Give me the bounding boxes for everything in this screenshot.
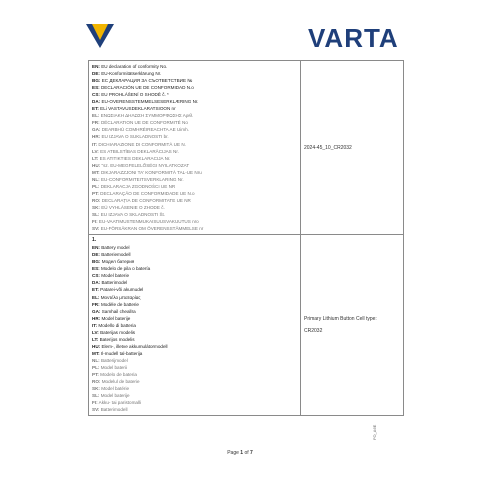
language-text: EÚ VYHLÁSENIE O ZHODE č. (101, 204, 165, 210)
language-text: Patarei-või akumudel (100, 287, 144, 293)
language-code: FI: (92, 400, 98, 406)
language-text: ЕС ДЕКЛАРАЦИЯ ЗА СЪОТВЕТСТВИЕ № (101, 78, 193, 84)
language-code: FR: (92, 120, 100, 126)
language-code: SV: (92, 226, 100, 232)
language-line (92, 272, 297, 279)
language-text: Batterimodel (101, 280, 128, 286)
battery-model-code: CR2032 (304, 328, 323, 335)
language-line (92, 392, 297, 399)
language-line (92, 183, 297, 190)
language-text: "sz. EU-MEGFELELŐSÉGI NYILATKOZAT (101, 162, 190, 168)
language-line (92, 119, 297, 126)
language-text: DECLARAÇÃO DE CONFORMIDADE UE N.o (100, 190, 195, 196)
language-line (92, 329, 297, 336)
language-line (92, 112, 297, 119)
language-text: ES ATITIKTIES DEKLARACIJA Nr. (99, 155, 171, 161)
language-line (92, 336, 297, 343)
language-text: Modello di batteria (98, 322, 136, 328)
language-line (92, 279, 297, 286)
language-text: EU IZJAVA O SUKLADNOSTI br. (101, 134, 169, 140)
language-code: ES: (92, 266, 100, 272)
language-text: DECLARACIÓN UE DE CONFORMIDAD N.o (100, 85, 194, 91)
language-text: Il-mudell tal-batterija (100, 350, 143, 356)
language-text: Model baterie (101, 273, 130, 279)
language-line (92, 378, 297, 385)
language-line (92, 286, 297, 293)
language-code: NL: (92, 357, 100, 363)
language-line (92, 244, 297, 251)
language-line (92, 197, 297, 204)
language-line (92, 308, 297, 315)
language-code: ET: (92, 106, 99, 112)
language-line (92, 371, 297, 378)
language-code: SL: (92, 393, 100, 399)
page-sep: of (243, 450, 251, 456)
language-code: HR: (92, 315, 101, 321)
language-code: PT: (92, 190, 99, 196)
battery-type: Primary Lithium Button Cell type: (304, 316, 377, 323)
language-text: Modelo de bateria (100, 372, 137, 378)
language-text: Model baterii (100, 364, 127, 370)
language-line (92, 211, 297, 218)
language-line (92, 84, 297, 91)
page-prefix: Page (227, 450, 241, 456)
language-text: Batterimodell (100, 407, 128, 413)
language-code: DA: (92, 280, 101, 286)
language-line (92, 126, 297, 133)
language-code: MT: (92, 169, 100, 175)
language-code: LT: (92, 155, 99, 161)
table-row (89, 61, 404, 235)
language-line (92, 251, 297, 258)
language-line (92, 343, 297, 350)
language-code: LV: (92, 148, 99, 154)
language-code: DE: (92, 71, 100, 77)
language-text: Baterijos modelis (99, 336, 135, 342)
language-line (92, 357, 297, 364)
declaration-number: 2024-45_10_CR2032 (304, 144, 352, 151)
language-code: FR: (92, 301, 100, 307)
language-text: ΕΝΩΣΙΑΚΗ ΔΗΛΩΣΗ ΣΥΜΜΟΡΦΩΣΗΣ Αριθ. (100, 113, 194, 119)
language-code: NL: (92, 176, 100, 182)
language-text: DECLARAȚIA DE CONFORMITATE UE NR (101, 197, 191, 203)
item-number: 1. (92, 237, 97, 244)
language-line (92, 63, 297, 70)
language-code: MT: (92, 350, 100, 356)
language-code: EL: (92, 113, 100, 119)
language-line (92, 141, 297, 148)
language-text: EU declaration of conformity No. (101, 64, 168, 69)
language-text: DIKJARAZZJONI TA' KONFORMITÀ TAL-UE Nru (100, 169, 202, 175)
language-code: CS: (92, 92, 100, 98)
language-text: Akku- tai paristomalli (98, 400, 142, 406)
language-code: HU: (92, 343, 101, 349)
language-line (92, 105, 297, 112)
language-code: GA: (92, 127, 101, 133)
language-line (92, 399, 297, 406)
language-code: SV: (92, 407, 100, 413)
page-footer (0, 450, 480, 456)
language-text: Μοντέλο μπαταρίας (100, 294, 141, 300)
language-text: Elem-, illetve akkumulátormodell (101, 343, 168, 349)
brand-wordmark: VARTA (308, 23, 399, 53)
language-text: Modèle de batterie (100, 301, 139, 307)
language-text: Batteriemodell (101, 252, 131, 258)
language-text: EU PROHLÁŠENÍ O SHODĚ č. * (101, 92, 169, 98)
language-code: LT: (92, 336, 99, 342)
language-text: EU-Konformitätserklärung Nr. (101, 71, 162, 77)
battery-model-value-cell (301, 235, 404, 416)
language-text: DEARBHÚ COMHRÉIREACHTA AE Uimh. (101, 127, 189, 133)
language-line (92, 218, 297, 225)
language-code: EN: (92, 245, 100, 251)
language-code: PL: (92, 183, 100, 189)
language-code: FI: (92, 219, 98, 225)
language-text: Baterijas modelis (100, 329, 136, 335)
language-text: Model batérie (101, 386, 130, 392)
language-text: EU-CONFORMITEITSVERKLARING Nr. (100, 176, 184, 182)
language-line (92, 91, 297, 98)
language-text: Modelo de pila o batería (100, 266, 151, 272)
language-text: EU-VAATIMUSTENMUKAISUUSVAKUUTUS nro (98, 219, 199, 225)
language-line (92, 406, 297, 413)
language-text: ES ATBILSTĪBAS DEKLARĀCIJAS Nr. (100, 148, 179, 154)
language-code: DE: (92, 252, 100, 258)
language-code: CS: (92, 273, 100, 279)
language-line (92, 77, 297, 84)
language-line (92, 98, 297, 105)
language-line (92, 204, 297, 211)
language-line (92, 169, 297, 176)
language-text: DEKLARACJA ZGODNOŚCI UE NR (100, 183, 176, 189)
language-text: Samhail cheallra (101, 308, 136, 314)
language-text: Модел батерия (101, 259, 135, 265)
language-line (92, 315, 297, 322)
language-line (92, 148, 297, 155)
language-text: Battery model (101, 245, 130, 251)
language-text: Model baterije (100, 393, 130, 399)
language-line (92, 258, 297, 265)
language-line (92, 322, 297, 329)
language-line (92, 70, 297, 77)
language-line (92, 364, 297, 371)
language-code: ET: (92, 287, 99, 293)
language-code: HU: (92, 162, 101, 168)
declaration-table (88, 60, 404, 416)
language-code: IT: (92, 322, 98, 328)
language-line (92, 176, 297, 183)
page-total: 7 (250, 450, 253, 456)
language-text: EU-FÖRSÄKRAN OM ÖVERENSSTÄMMELSE nr (100, 226, 204, 232)
language-line (92, 301, 297, 308)
language-line (92, 162, 297, 169)
language-line (92, 385, 297, 392)
language-code: RO: (92, 379, 101, 385)
language-code: SL: (92, 211, 100, 217)
table-row (89, 235, 404, 416)
language-line (92, 294, 297, 301)
language-code: SK: (92, 204, 100, 210)
varta-logo-icon (86, 24, 114, 48)
page-current: 1 (240, 450, 244, 456)
language-text: DÉCLARATION UE DE CONFORMITÉ No (100, 120, 188, 126)
language-line (92, 225, 297, 232)
language-code: BG: (92, 259, 101, 265)
language-code: PT: (92, 372, 99, 378)
language-text: EU IZJAVA O SKLADNOSTI Št. (100, 211, 166, 217)
language-line (92, 133, 297, 140)
battery-model-label-cell (89, 235, 301, 416)
language-code: LV: (92, 329, 99, 335)
language-text: Model baterije (101, 315, 131, 321)
declaration-number-cell (301, 61, 404, 235)
language-line (92, 155, 297, 162)
language-line (92, 190, 297, 197)
language-line (92, 350, 297, 357)
language-code: BG: (92, 78, 101, 84)
vertical-doc-code: FO_A6E (372, 424, 377, 440)
declaration-title-cell (89, 61, 301, 235)
language-text: ELi VASTAVUSDEKLARATSIOON nr (100, 106, 176, 112)
language-code: EL: (92, 294, 100, 300)
language-code: HR: (92, 134, 101, 140)
language-code: PL: (92, 364, 100, 370)
language-text: EU-OVERENSSTEMMELSESERKLÆRING Nr. (101, 99, 199, 105)
language-line (92, 265, 297, 272)
language-code: ES: (92, 85, 100, 91)
language-text: Batterijmodel (100, 357, 128, 363)
language-text: Modelul de baterie (101, 379, 140, 385)
language-code: DA: (92, 99, 101, 105)
language-code: RO: (92, 197, 101, 203)
language-code: SK: (92, 386, 100, 392)
language-code: IT: (92, 141, 98, 147)
language-text: DICHIARAZIONE DI CONFORMITÀ UE N. (98, 141, 186, 147)
language-code: EN: (92, 64, 100, 69)
language-code: GA: (92, 308, 101, 314)
